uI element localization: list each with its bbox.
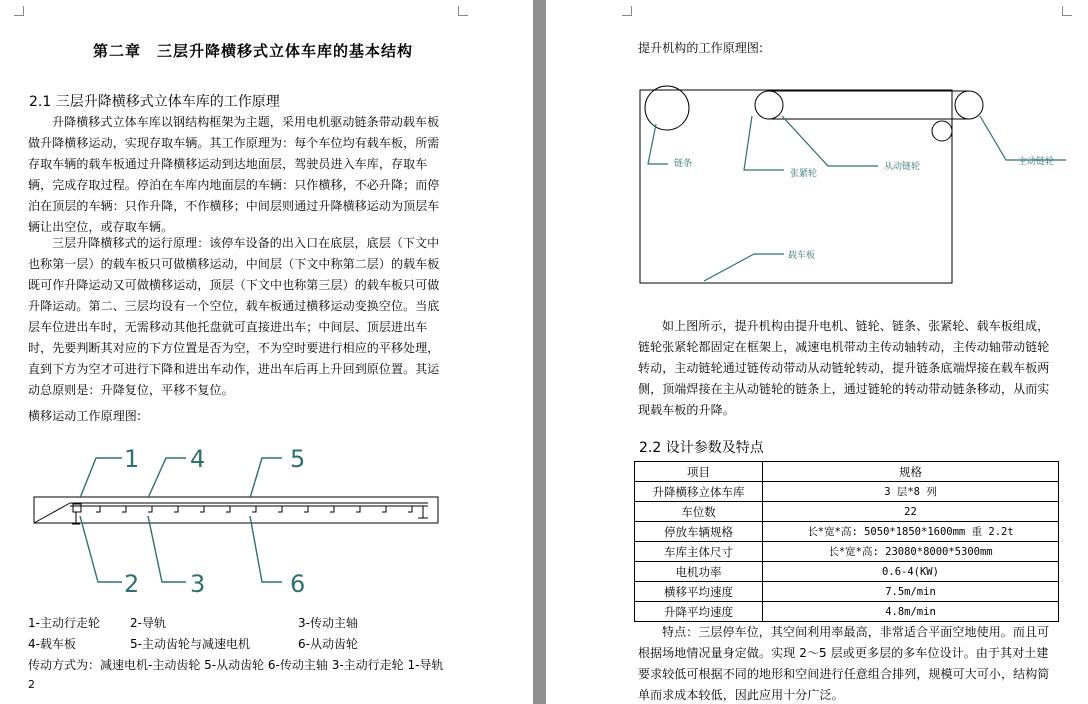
left-support [72,512,80,524]
drive-sprocket [645,86,689,130]
table-row [635,542,1059,562]
table-cell: 车位数 [635,502,763,522]
table-row [635,582,1059,602]
table-header-cell: 项目 [635,462,763,482]
document-page-right [546,0,1088,704]
margin-corner-mark [622,6,632,16]
body-paragraph: 特点：三层停车位，其空间利用率最高，非常适合平面空地使用。而且可根据场地情况量身定做。实现 2～5 层或更多层的多车位设计。由于其对土建要求较低可根据不同的地形和空间进行任意组合排列，规模可大可小，结构简单而求成本较低，因此应用十分广泛。 [638,625,1050,702]
table-row [635,602,1059,622]
leader-tension [744,116,784,170]
label-drive-sprocket: 主动链轮 [1018,157,1055,167]
spec-table [634,461,1059,622]
transmission-description: 传动方式为：减速电机-主动齿轮 5-从动齿轮 6-传动主轴 3-主动行走轮 1-导轨 [28,658,444,672]
frame-outline [34,497,438,523]
tension-wheel [932,121,952,141]
figure-title: 提升机构的工作原理图: [638,41,764,55]
table-header-row [635,462,1059,482]
legend-item: 5-主动齿轮与减速电机 [130,637,250,651]
drive-wheel-mark [73,504,81,512]
page-gutter [533,0,546,704]
table-row [635,522,1059,542]
table-cell: 7.5m/min [763,582,1059,602]
table-cell: 3 层*8 列 [763,482,1059,502]
leader-board [704,254,784,281]
body-paragraph: 三层升降横移式的运行原理：该停车设备的出入口在底层，底层（下文中也称第一层）的载车板只可做横移运动，中间层（下文中称第二层）的载车板既可作升降运动又可做横移运动，顶层（下文中也称第三层）的载车板只可做升降运动。第二、三层均设有一个空位，载车板通过横移运动变换空位。当底层车位进出车时，无需移动其他托盘就可直接进出车；中间层、顶层进出车时，先要判断其对应的下方位置是否为空，不为空时要进行相应的平移处理，直到下方为空才可进行下降和进出车动作，进出车后再上升回到原位置。其运动总原则是：升降复位，平移不复位。 [28,236,440,397]
callout-leader-1 [80,458,122,498]
lifting-mechanism-diagram [634,76,1074,290]
table-cell: 4.8m/min [763,602,1059,622]
board-hooks [96,506,412,512]
table-header-cell: 规格 [763,462,1059,482]
body-paragraph: 升降横移式立体车库以钢结构框架为主题，采用电机驱动链条带动载车板做升降横移运动，实现存取车辆。其工作原理为：每个车位均有载车板，所需存取车辆的载车板通过升降横移运动到达地面层，驾驶员进入车库，存取车辆，完成存取过程。停泊在车库内地面层的车辆：只作横移，不必升降；而停泊在顶层的车辆：只作升降，不作横移；中间层则通过升降横移运动为顶层车辆让出空位，或存取车辆。 [28,115,440,234]
table-cell: 长*宽*高: 5050*1850*1600mm 重 2.2t [763,522,1059,542]
callout-1: 1 [124,445,140,473]
label-carrier-board: 载车板 [788,251,816,261]
legend-item: 1-主动行走轮 [28,616,100,630]
document-page-left [0,0,533,704]
legend-item: 6-从动齿轮 [298,637,358,651]
label-chain: 链条 [674,159,693,169]
leader-driven [782,116,878,166]
table-row [635,482,1059,502]
label-driven-sprocket: 从动链轮 [884,162,921,172]
table-cell: 停放车辆规格 [635,522,763,542]
table-cell: 22 [763,502,1059,522]
callout-5: 5 [290,445,306,473]
table-cell: 车库主体尺寸 [635,542,763,562]
right-support [418,506,428,518]
table-cell: 0.6-4(KW) [763,562,1059,582]
section-title: 2.2 设计参数及特点 [639,440,764,456]
callout-3: 3 [190,570,206,598]
margin-corner-mark [14,6,24,16]
table-cell: 长*宽*高: 23080*8000*5300mm [763,542,1059,562]
label-tension-wheel: 张紧轮 [790,169,818,179]
table-cell: 电机功率 [635,562,763,582]
table-row [635,562,1059,582]
callout-leader-2 [80,516,122,582]
table-row [635,502,1059,522]
legend-item: 2-导轨 [130,616,166,630]
callout-6: 6 [290,570,306,598]
chapter-title: 第二章 三层升降横移式立体车库的基本结构 [93,42,414,60]
callout-leader-6 [250,516,282,582]
callout-2: 2 [124,570,140,598]
entry-ramp [34,503,70,523]
legend-item: 3-传动主轴 [298,616,358,630]
page-number: 2 [28,678,35,691]
margin-corner-mark [1062,6,1072,16]
body-paragraph: 如上图所示，提升机构由提升电机、链轮、链条、张紧轮、载车板组成，链轮张紧轮都固定在框架上，减速电机带动主传动轴转动，主传动轴带动链轮转动，主动链轮通过链传动带动从动链轮转动，提升链条底端焊接在载车板两侧，顶端焊接在主从动链轮的链条上，通过链轮的转动带动链条移动，从而实现载车板的升降。 [638,319,1050,417]
table-cell: 升降平均速度 [635,602,763,622]
drive-sprocket-right [955,91,983,119]
callout-leader-4 [148,458,186,498]
traverse-motion-diagram [28,440,458,600]
table-cell: 升降横移立体车库 [635,482,763,502]
driven-sprocket [755,91,783,119]
margin-corner-mark [458,6,468,16]
callout-4: 4 [190,445,206,473]
callout-leader-5 [250,458,282,498]
legend-item: 4-载车板 [28,637,76,651]
table-cell: 横移平均速度 [635,582,763,602]
figure-title: 横移运动工作原理图: [28,409,142,423]
callout-leader-3 [148,516,186,582]
leader-drive [980,116,1066,160]
section-title: 2.1 三层升降横移式立体车库的工作原理 [29,94,280,110]
